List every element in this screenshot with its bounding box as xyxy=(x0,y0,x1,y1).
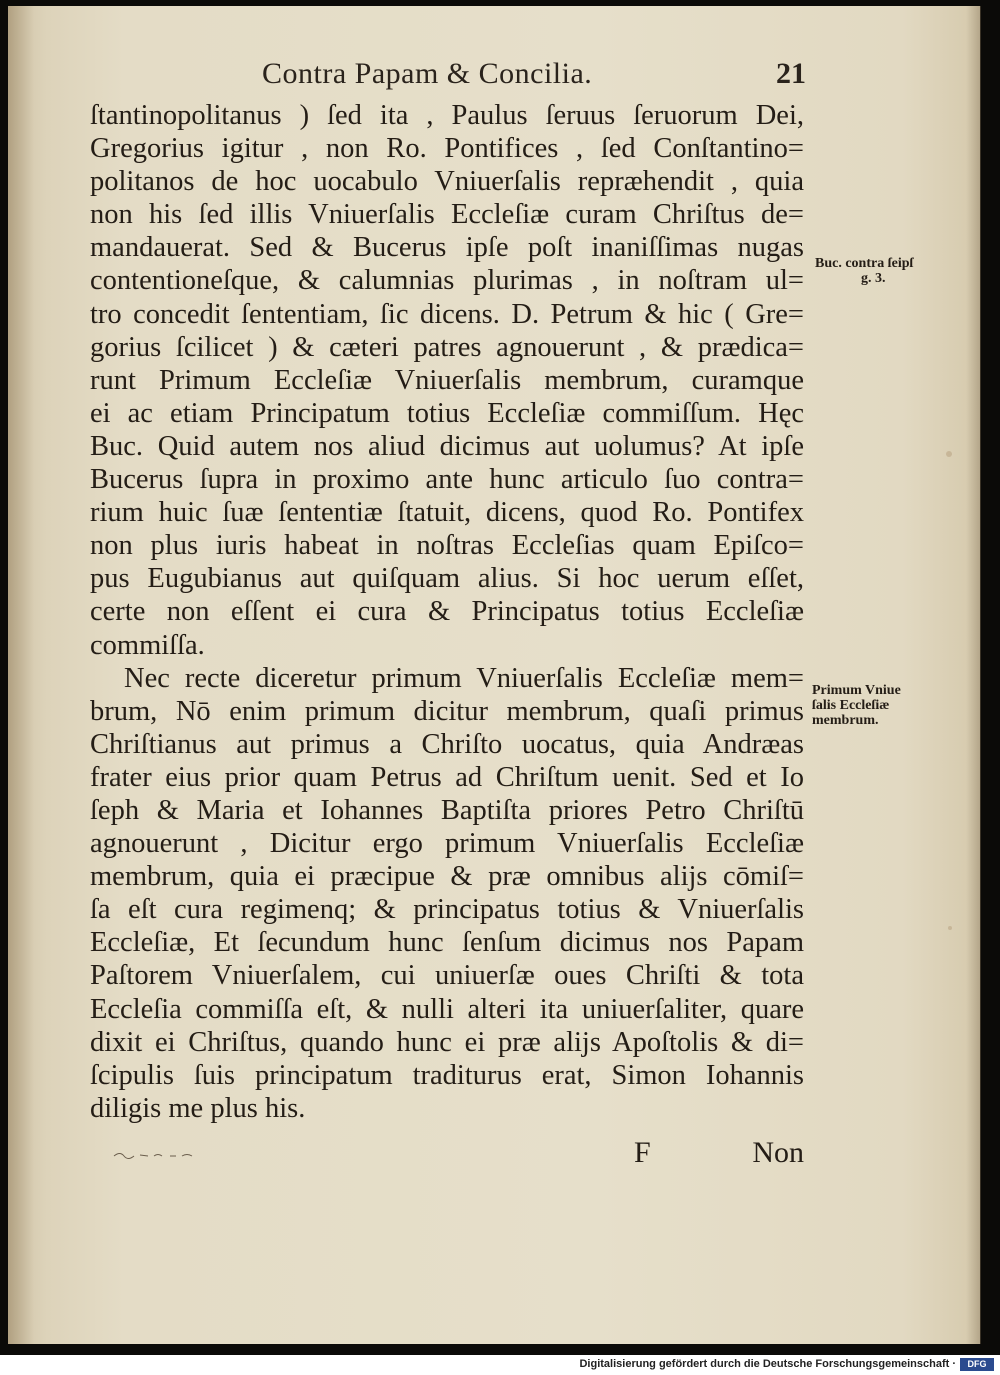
text-line: Chriſtianus aut primus a Chriſto uocatus, quia Andræas xyxy=(90,728,804,760)
page-header xyxy=(90,57,810,97)
text-line: Eccleſiæ, Et ſecundum hunc ſenſum dicimus nos Papam xyxy=(90,927,804,959)
text-line: mandauerat. Sed & Bucerus ipſe poſt inaniſſimas nugas xyxy=(90,232,804,264)
paper-stain xyxy=(946,451,952,457)
margin-note-bucer xyxy=(815,256,913,286)
digitization-credit-bar xyxy=(0,1355,1000,1375)
text-line: ſtantinopolitanus ) ſed ita , Paulus ſeruus ſeruorum Dei, xyxy=(90,100,804,131)
running-title: Contra Papam & Concilia. xyxy=(262,57,593,90)
text-line: diligis me plus his. xyxy=(90,1092,306,1124)
margin-note-line: ſalis Eccleſiæ xyxy=(812,698,890,713)
text-line: Eccleſia commiſſa eſt, & nulli alteri ita uniuerſaliter, quare xyxy=(90,993,804,1025)
text-line: tro concedit ſententiam, ſic dicens. D. Petrum & hic ( Gre= xyxy=(90,298,804,330)
signature-mark: F xyxy=(634,1136,651,1169)
text-line: runt Primum Eccleſiæ Vniuerſalis membrum, curamque xyxy=(90,364,804,396)
text-line: ſeph & Maria et Iohannes Baptiſta priores Petro Chriſtū xyxy=(90,794,804,826)
text-line: certe non eſſent ei cura & Principatus totius Eccleſiæ xyxy=(90,596,804,628)
page-edge-shadow xyxy=(966,6,980,1344)
text-line: gorius ſcilicet ) & cæteri patres agnouerunt , & prædica= xyxy=(90,331,804,363)
text-line: Bucerus ſupra in proximo ante hunc articulo ſuo contra= xyxy=(90,464,804,496)
text-line: membrum, quia ei præcipue & præ omnibus alijs cōmiſ= xyxy=(90,861,804,893)
paragraph-start-line: Nec recte diceretur primum Vniuerſalis Eccleſiæ mem= xyxy=(124,662,804,694)
text-line: non his ſed illis Vniuerſalis Eccleſiæ curam Chriſtus de= xyxy=(90,199,804,231)
text-line: politanos de hoc uocabulo Vniuerſalis repræhendit , quia xyxy=(90,166,804,198)
main-text-block xyxy=(90,99,804,1125)
text-line: Paſtorem Vniuerſalem, cui uniuerſæ oues Chriſti & tota xyxy=(90,960,804,992)
dfg-logo-icon: DFG xyxy=(960,1358,994,1371)
paper-stain xyxy=(948,926,952,930)
margin-note-line: g. 3. xyxy=(861,271,886,286)
gutter-shadow xyxy=(8,6,34,1344)
text-line: brum, Nō enim primum dicitur membrum, quaſi primus xyxy=(90,695,804,727)
margin-note-line: Primum Vniue xyxy=(812,683,901,698)
catchword: Non xyxy=(752,1136,804,1169)
margin-note-line: Buc. contra ſeipſ xyxy=(815,256,914,271)
text-line: Buc. Quid autem nos aliud dicimus aut uolumus? At ipſe xyxy=(90,430,804,462)
text-line: rium huic ſuæ ſententiæ ſtatuit, dicens, quod Ro. Pontifex xyxy=(90,497,804,529)
page-number: 21 xyxy=(776,57,806,90)
text-line: frater eius prior quam Petrus ad Chriſtum uenit. Sed et Io xyxy=(90,761,804,793)
text-line: Gregorius igitur , non Ro. Pontifices , ſed Conſtantino= xyxy=(90,133,804,165)
text-line: non plus iuris habeat in noſtras Eccleſias quam Epiſco= xyxy=(90,530,804,562)
text-line: dixit ei Chriſtus, quando hunc ei præ alijs Apoſtolis & di= xyxy=(90,1026,804,1058)
text-line: ſcipulis ſuis principatum traditurus erat, Simon Iohannis xyxy=(90,1059,804,1091)
margin-note-line: membrum. xyxy=(812,713,879,728)
text-line: ſa eſt cura regimenq; & principatus totius & Vniuerſalis xyxy=(90,894,804,926)
pencil-scribble-mark xyxy=(112,1148,202,1160)
margin-note-primum xyxy=(812,683,901,728)
text-line: commiſſa. xyxy=(90,629,205,661)
credit-text: Digitalisierung gefördert durch die Deutsche Forschungsgemeinschaft · xyxy=(579,1358,956,1370)
text-line: ei ac etiam Principatum totius Eccleſiæ commiſſum. Hęc xyxy=(90,397,804,429)
text-line: contentioneſque, & calumnias plurimas , in noſtram ul= xyxy=(90,265,804,297)
text-line: agnouerunt , Dicitur ergo primum Vniuerſalis Eccleſiæ xyxy=(90,828,804,860)
text-line: pus Eugubianus aut quiſquam alius. Si hoc uerum eſſet, xyxy=(90,563,804,595)
page-footer xyxy=(90,1136,804,1176)
